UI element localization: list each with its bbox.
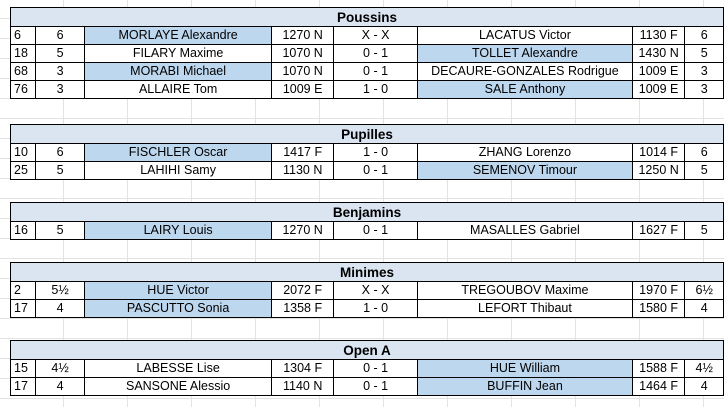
- white-points-cell[interactable]: 6: [36, 144, 85, 162]
- white-points-cell[interactable]: 4½: [36, 360, 85, 378]
- pairing-number-cell[interactable]: 15: [11, 360, 36, 378]
- result-cell[interactable]: 1 - 0: [334, 300, 418, 318]
- white-rating-cell[interactable]: 1417 F: [272, 144, 334, 162]
- white-player-cell[interactable]: FILARY Maxime: [84, 45, 271, 63]
- table-row: [11, 144, 724, 162]
- results-table: [10, 202, 724, 240]
- white-player-cell[interactable]: MORLAYE Alexandre: [84, 27, 271, 45]
- white-rating-cell[interactable]: 1270 N: [272, 27, 334, 45]
- white-points-cell[interactable]: 4: [36, 378, 85, 396]
- black-rating-cell[interactable]: 1009 E: [632, 81, 685, 99]
- black-rating-cell[interactable]: 1580 F: [632, 300, 685, 318]
- black-player-cell[interactable]: BUFFIN Jean: [418, 378, 633, 396]
- white-player-cell[interactable]: LABESSE Lise: [84, 360, 271, 378]
- black-rating-cell[interactable]: 1588 F: [632, 360, 685, 378]
- result-cell[interactable]: 0 - 1: [334, 162, 418, 180]
- black-points-cell[interactable]: 4: [685, 378, 724, 396]
- black-points-cell[interactable]: 6: [685, 27, 724, 45]
- white-rating-cell[interactable]: 1304 F: [272, 360, 334, 378]
- white-rating-cell[interactable]: 1070 N: [272, 45, 334, 63]
- table-row: [11, 378, 724, 396]
- black-player-cell[interactable]: DECAURE-GONZALES Rodrigue: [418, 63, 633, 81]
- pairing-number-cell[interactable]: 18: [11, 45, 36, 63]
- section-benjamins: [10, 202, 724, 240]
- table-row: [11, 81, 724, 99]
- table-row: [11, 222, 724, 240]
- black-points-cell[interactable]: 4: [685, 300, 724, 318]
- white-rating-cell[interactable]: 1009 E: [272, 81, 334, 99]
- white-rating-cell[interactable]: 1070 N: [272, 63, 334, 81]
- pairing-number-cell[interactable]: 2: [11, 282, 36, 300]
- result-cell[interactable]: 1 - 0: [334, 81, 418, 99]
- table-row: [11, 162, 724, 180]
- white-player-cell[interactable]: HUE Victor: [84, 282, 271, 300]
- white-points-cell[interactable]: 5: [36, 222, 85, 240]
- table-row: [11, 282, 724, 300]
- black-player-cell[interactable]: LACATUS Victor: [418, 27, 633, 45]
- black-player-cell[interactable]: ZHANG Lorenzo: [418, 144, 633, 162]
- pairing-number-cell[interactable]: 76: [11, 81, 36, 99]
- white-player-cell[interactable]: MORABI Michael: [84, 63, 271, 81]
- white-points-cell[interactable]: 6: [36, 27, 85, 45]
- white-rating-cell[interactable]: 2072 F: [272, 282, 334, 300]
- white-player-cell[interactable]: LAHIHI Samy: [84, 162, 271, 180]
- black-player-cell[interactable]: TOLLET Alexandre: [418, 45, 633, 63]
- black-points-cell[interactable]: 6½: [685, 282, 724, 300]
- result-cell[interactable]: 0 - 1: [334, 222, 418, 240]
- white-player-cell[interactable]: LAIRY Louis: [84, 222, 271, 240]
- results-table: [10, 7, 724, 99]
- black-points-cell[interactable]: 5: [685, 162, 724, 180]
- result-cell[interactable]: 0 - 1: [334, 378, 418, 396]
- black-player-cell[interactable]: MASALLES Gabriel: [418, 222, 633, 240]
- black-rating-cell[interactable]: 1430 N: [632, 45, 685, 63]
- white-player-cell[interactable]: PASCUTTO Sonia: [84, 300, 271, 318]
- black-points-cell[interactable]: 6: [685, 144, 724, 162]
- black-player-cell[interactable]: SALE Anthony: [418, 81, 633, 99]
- black-rating-cell[interactable]: 1970 F: [632, 282, 685, 300]
- result-cell[interactable]: X - X: [334, 27, 418, 45]
- white-rating-cell[interactable]: 1130 N: [272, 162, 334, 180]
- result-cell[interactable]: 1 - 0: [334, 144, 418, 162]
- pairing-number-cell[interactable]: 68: [11, 63, 36, 81]
- black-points-cell[interactable]: 5: [685, 222, 724, 240]
- white-points-cell[interactable]: 3: [36, 63, 85, 81]
- black-rating-cell[interactable]: 1130 F: [632, 27, 685, 45]
- white-rating-cell[interactable]: 1270 N: [272, 222, 334, 240]
- white-rating-cell[interactable]: 1358 F: [272, 300, 334, 318]
- results-table: [10, 124, 724, 180]
- table-row: [11, 63, 724, 81]
- white-points-cell[interactable]: 4: [36, 300, 85, 318]
- table-row: [11, 27, 724, 45]
- white-points-cell[interactable]: 5½: [36, 282, 85, 300]
- black-rating-cell[interactable]: 1014 F: [632, 144, 685, 162]
- pairing-number-cell[interactable]: 10: [11, 144, 36, 162]
- pairing-number-cell[interactable]: 25: [11, 162, 36, 180]
- section-minimes: [10, 262, 724, 318]
- black-player-cell[interactable]: LEFORT Thibaut: [418, 300, 633, 318]
- black-player-cell[interactable]: HUE William: [418, 360, 633, 378]
- black-rating-cell[interactable]: 1009 E: [632, 63, 685, 81]
- black-points-cell[interactable]: 3: [685, 81, 724, 99]
- pairing-number-cell[interactable]: 16: [11, 222, 36, 240]
- white-points-cell[interactable]: 5: [36, 162, 85, 180]
- white-player-cell[interactable]: ALLAIRE Tom: [84, 81, 271, 99]
- black-points-cell[interactable]: 5: [685, 45, 724, 63]
- white-points-cell[interactable]: 3: [36, 81, 85, 99]
- results-table: [10, 262, 724, 318]
- result-cell[interactable]: 0 - 1: [334, 45, 418, 63]
- white-points-cell[interactable]: 5: [36, 45, 85, 63]
- black-player-cell[interactable]: TREGOUBOV Maxime: [418, 282, 633, 300]
- black-points-cell[interactable]: 4½: [685, 360, 724, 378]
- table-row: [11, 360, 724, 378]
- result-cell[interactable]: 0 - 1: [334, 63, 418, 81]
- section-open-a: [10, 340, 724, 396]
- result-cell[interactable]: 0 - 1: [334, 360, 418, 378]
- pairing-number-cell[interactable]: 17: [11, 300, 36, 318]
- section-poussins: [10, 7, 724, 99]
- black-rating-cell[interactable]: 1250 N: [632, 162, 685, 180]
- table-row: [11, 300, 724, 318]
- black-player-cell[interactable]: SEMENOV Timour: [418, 162, 633, 180]
- results-table: [10, 340, 724, 396]
- black-rating-cell[interactable]: 1627 F: [632, 222, 685, 240]
- black-rating-cell[interactable]: 1464 F: [632, 378, 685, 396]
- pairing-number-cell[interactable]: 17: [11, 378, 36, 396]
- pairing-number-cell[interactable]: 6: [11, 27, 36, 45]
- section-title: Minimes: [11, 263, 724, 282]
- white-rating-cell[interactable]: 1140 N: [272, 378, 334, 396]
- section-title: Poussins: [11, 8, 724, 27]
- white-player-cell[interactable]: SANSONE Alessio: [84, 378, 271, 396]
- section-title: Open A: [11, 341, 724, 360]
- section-pupilles: [10, 124, 724, 180]
- table-row: [11, 45, 724, 63]
- section-title: Pupilles: [11, 125, 724, 144]
- result-cell[interactable]: X - X: [334, 282, 418, 300]
- white-player-cell[interactable]: FISCHLER Oscar: [84, 144, 271, 162]
- section-title: Benjamins: [11, 203, 724, 222]
- black-points-cell[interactable]: 3: [685, 63, 724, 81]
